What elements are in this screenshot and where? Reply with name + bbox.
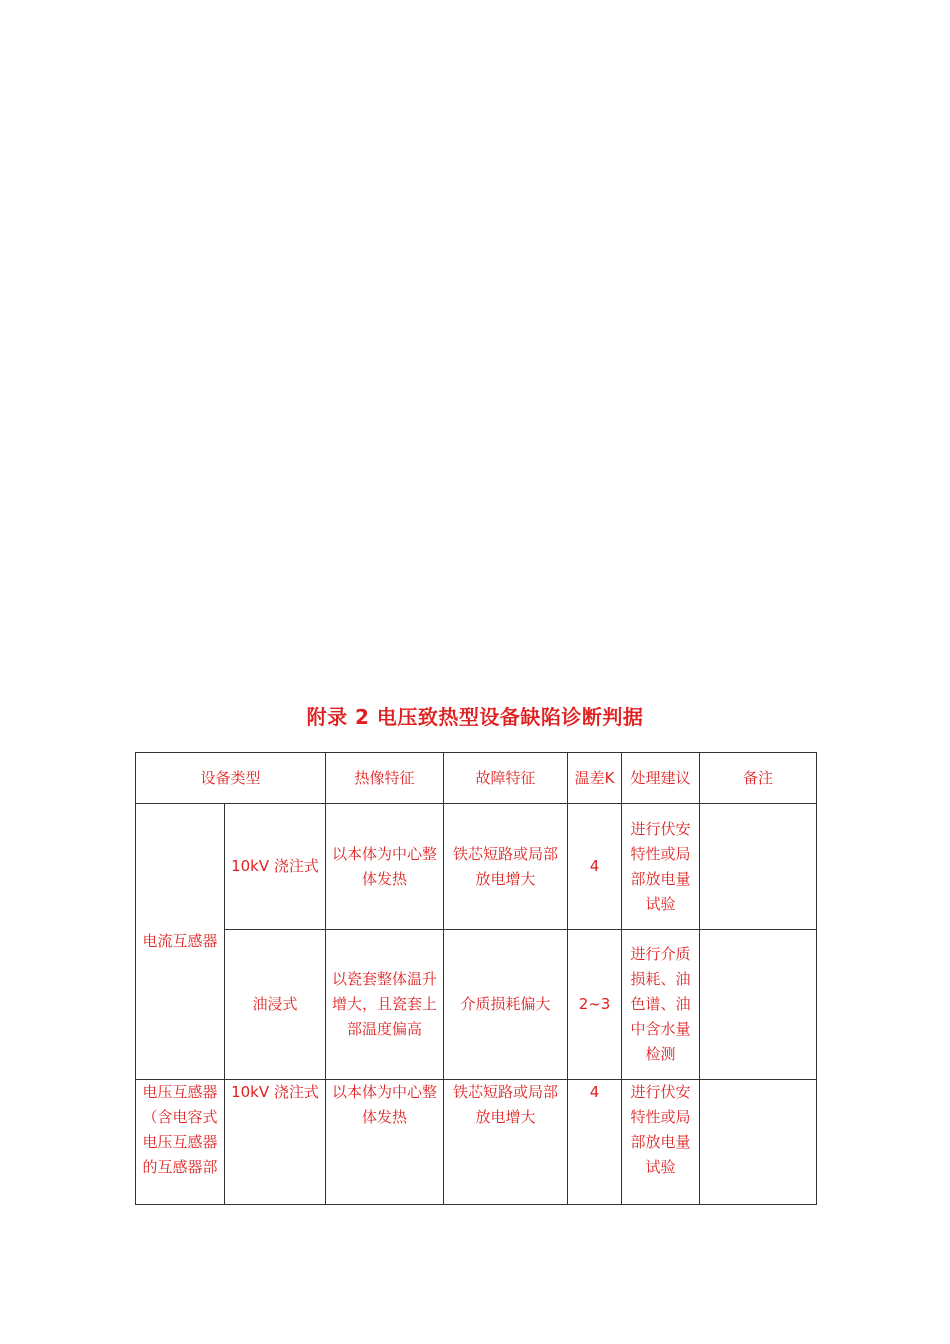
thermal-cell: 以瓷套整体温升增大，且瓷套上部温度偏高 — [326, 930, 444, 1080]
thermal-cell: 以本体为中心整体发热 — [326, 1080, 444, 1205]
table-header-row — [136, 753, 817, 804]
table-row — [136, 1080, 817, 1205]
temp-diff-cell: 2~3 — [568, 930, 622, 1080]
temp-diff-cell: 4 — [568, 804, 622, 930]
subtype-cell: 油浸式 — [225, 930, 326, 1080]
remark-cell — [700, 930, 817, 1080]
page-title: 附录 2 电压致热型设备缺陷诊断判据 — [306, 705, 644, 729]
header-fault: 故障特征 — [444, 753, 568, 804]
advice-cell: 进行介质损耗、油色谱、油中含水量检测 — [622, 930, 700, 1080]
temp-diff-cell: 4 — [568, 1080, 622, 1205]
header-remark: 备注 — [700, 753, 817, 804]
table-row — [136, 804, 817, 930]
device-cell: 电压互感器（含电容式电压互感器的互感器部 — [136, 1080, 225, 1205]
fault-cell: 铁芯短路或局部放电增大 — [444, 1080, 568, 1205]
advice-cell: 进行伏安特性或局部放电量试验 — [622, 1080, 700, 1205]
thermal-cell: 以本体为中心整体发热 — [326, 804, 444, 930]
advice-cell: 进行伏安特性或局部放电量试验 — [622, 804, 700, 930]
subtype-cell: 10kV 浇注式 — [225, 1080, 326, 1205]
header-thermal: 热像特征 — [326, 753, 444, 804]
header-temp-diff: 温差K — [568, 753, 622, 804]
table-row — [136, 930, 817, 1080]
fault-cell: 介质损耗偏大 — [444, 930, 568, 1080]
remark-cell — [700, 1080, 817, 1205]
device-cell: 电流互感器 — [136, 804, 225, 1080]
subtype-cell: 10kV 浇注式 — [225, 804, 326, 930]
remark-cell — [700, 804, 817, 930]
header-device-type: 设备类型 — [136, 753, 326, 804]
fault-cell: 铁芯短路或局部放电增大 — [444, 804, 568, 930]
diagnosis-table — [135, 752, 817, 1205]
header-advice: 处理建议 — [622, 753, 700, 804]
